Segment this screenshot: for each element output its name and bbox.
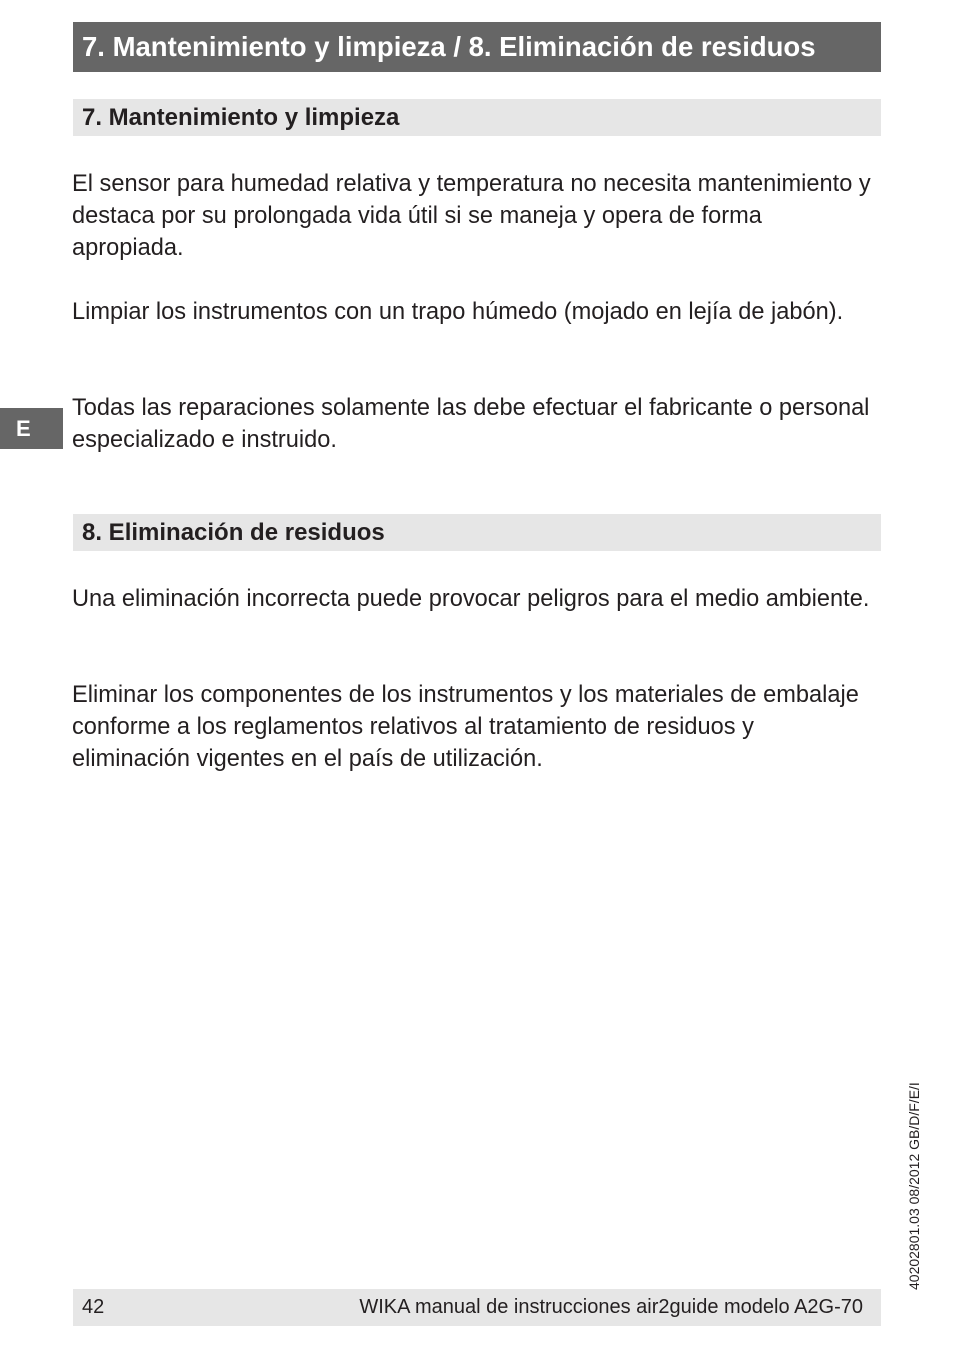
paragraph-disposal-2: Eliminar los componentes de los instrumentos y los materiales de embalaje conforme a los reglamentos relativos al tratamiento de residuos y eliminación vigentes en el país de utilización. [72,682,859,772]
paragraph-disposal-1: Una eliminación incorrecta puede provocar peligros para el medio ambiente. [72,586,870,612]
paragraph-maintenance-1: El sensor para humedad relativa y temperatura no necesita mantenimiento y destaca por su prolongada vida útil si se maneja y opera de forma apropiada. [72,171,871,261]
footer [73,1289,881,1326]
page-number: 42 [82,1296,105,1318]
document-code: 40202801.03 08/2012 GB/D/F/E/I [906,1082,922,1290]
page-title: 7. Mantenimiento y limpieza / 8. Eliminación de residuos [73,22,881,72]
language-tab: E [0,408,63,449]
paragraph-maintenance-3: Todas las reparaciones solamente las debe efectuar el fabricante o personal especializado e instruido. [72,395,870,453]
paragraph-maintenance-2: Limpiar los instrumentos con un trapo húmedo (mojado en lejía de jabón). [72,299,844,325]
footer-title: WIKA manual de instrucciones air2guide modelo A2G-70 [359,1296,863,1318]
section-heading-maintenance: 7. Mantenimiento y limpieza [73,99,881,136]
section-heading-disposal: 8. Eliminación de residuos [73,514,881,551]
